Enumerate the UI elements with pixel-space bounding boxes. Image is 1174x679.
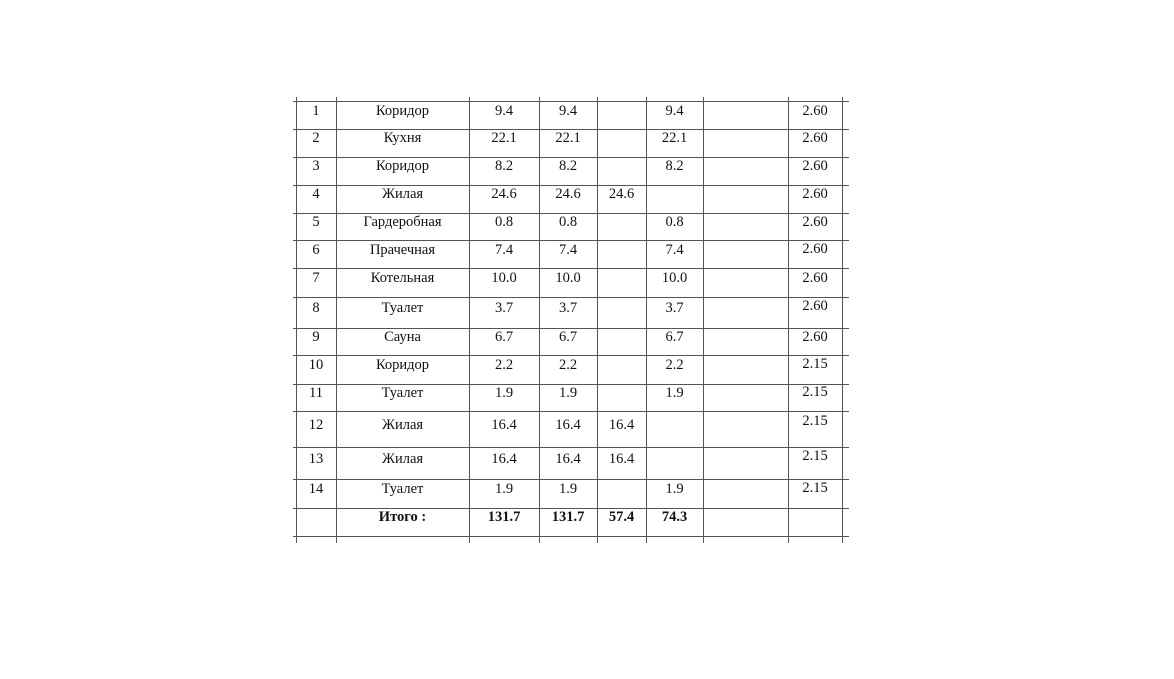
cell-area-total: 24.6 bbox=[491, 186, 517, 202]
table-column-border bbox=[842, 97, 843, 543]
cell-area-auxiliary: 0.8 bbox=[665, 214, 684, 230]
cell-area-living: 16.4 bbox=[608, 451, 635, 467]
cell-room-name: Жилая bbox=[381, 186, 424, 202]
cell-area-auxiliary: 3.7 bbox=[665, 300, 684, 316]
cell-area-total: 16.4 bbox=[491, 451, 517, 467]
cell-number: 12 bbox=[308, 417, 324, 433]
cell-room-name: Туалет bbox=[381, 300, 424, 316]
cell-room-name: Жилая bbox=[381, 451, 424, 467]
cell-height: 2.60 bbox=[802, 186, 828, 202]
cell-area-general: 7.4 bbox=[558, 242, 578, 258]
cell-area-total: 6.7 bbox=[494, 329, 514, 345]
cell-area-general: 16.4 bbox=[555, 417, 581, 433]
cell-number: 5 bbox=[312, 214, 320, 230]
cell-area-auxiliary: 22.1 bbox=[661, 130, 688, 146]
cell-area-general: 0.8 bbox=[558, 214, 578, 230]
cell-height: 2.60 bbox=[802, 329, 828, 345]
cell-area-living: 24.6 bbox=[608, 186, 635, 202]
cell-area-general: 1.9 bbox=[558, 481, 578, 497]
cell-area-total: 1.9 bbox=[494, 481, 514, 497]
cell-area-total: 10.0 bbox=[491, 270, 517, 286]
cell-room-name: Жилая bbox=[381, 417, 424, 433]
cell-height: 2.15 bbox=[802, 448, 828, 464]
cell-height: 2.60 bbox=[802, 158, 828, 174]
cell-area-total: 0.8 bbox=[494, 214, 514, 230]
cell-height: 2.60 bbox=[802, 270, 828, 286]
cell-area-auxiliary: 1.9 bbox=[665, 481, 684, 497]
table-row-border bbox=[293, 536, 849, 537]
cell-area-total: 2.2 bbox=[494, 357, 514, 373]
cell-room-name: Коридор bbox=[375, 158, 430, 174]
cell-number: 7 bbox=[312, 270, 320, 286]
cell-room-name: Туалет bbox=[381, 385, 424, 401]
cell-area-general: 9.4 bbox=[558, 103, 578, 119]
cell-height: 2.15 bbox=[802, 480, 828, 496]
cell-room-name: Гардеробная bbox=[363, 214, 442, 230]
cell-area-total: 22.1 bbox=[491, 130, 517, 146]
cell-height: 2.60 bbox=[802, 241, 828, 257]
cell-area-general: 6.7 bbox=[558, 329, 578, 345]
cell-area-auxiliary: 9.4 bbox=[665, 103, 684, 119]
table-column-border bbox=[597, 97, 598, 543]
cell-area-auxiliary: 1.9 bbox=[665, 385, 684, 401]
cell-height: 2.60 bbox=[802, 298, 828, 314]
total-cell-area-living: 57.4 bbox=[608, 509, 635, 525]
table-column-border bbox=[703, 97, 704, 543]
cell-area-living: 16.4 bbox=[608, 417, 635, 433]
cell-room-name: Котельная bbox=[370, 270, 435, 286]
cell-number: 6 bbox=[312, 242, 320, 258]
total-cell-room-name: Итого : bbox=[378, 509, 427, 525]
cell-number: 14 bbox=[308, 481, 324, 497]
cell-room-name: Сауна bbox=[384, 329, 421, 345]
cell-number: 9 bbox=[312, 329, 320, 345]
cell-area-general: 24.6 bbox=[555, 186, 581, 202]
cell-number: 2 bbox=[312, 130, 320, 146]
cell-room-name: Коридор bbox=[375, 357, 430, 373]
cell-area-auxiliary: 2.2 bbox=[665, 357, 684, 373]
cell-room-name: Кухня bbox=[383, 130, 422, 146]
cell-number: 10 bbox=[308, 357, 324, 373]
cell-height: 2.15 bbox=[802, 384, 828, 400]
cell-height: 2.60 bbox=[802, 214, 828, 230]
table-row-border bbox=[293, 411, 849, 412]
cell-area-total: 7.4 bbox=[494, 242, 514, 258]
cell-area-general: 1.9 bbox=[558, 385, 578, 401]
cell-area-general: 22.1 bbox=[555, 130, 581, 146]
cell-number: 3 bbox=[312, 158, 320, 174]
cell-number: 8 bbox=[312, 300, 320, 316]
total-cell-area-auxiliary: 74.3 bbox=[661, 509, 688, 525]
cell-area-auxiliary: 8.2 bbox=[665, 158, 684, 174]
cell-number: 11 bbox=[309, 385, 323, 401]
cell-area-general: 3.7 bbox=[558, 300, 578, 316]
cell-number: 1 bbox=[312, 103, 320, 119]
cell-room-name: Туалет bbox=[381, 481, 424, 497]
cell-area-general: 16.4 bbox=[555, 451, 581, 467]
total-cell-area-general: 131.7 bbox=[551, 509, 585, 525]
cell-area-total: 16.4 bbox=[491, 417, 517, 433]
cell-number: 13 bbox=[308, 451, 324, 467]
cell-area-total: 3.7 bbox=[494, 300, 514, 316]
cell-number: 4 bbox=[312, 186, 320, 202]
cell-height: 2.60 bbox=[802, 130, 828, 146]
cell-room-name: Прачечная bbox=[369, 242, 436, 258]
cell-area-auxiliary: 7.4 bbox=[665, 242, 684, 258]
cell-height: 2.15 bbox=[802, 413, 828, 429]
total-cell-area-total: 131.7 bbox=[487, 509, 521, 525]
cell-room-name: Коридор bbox=[375, 103, 430, 119]
cell-area-total: 9.4 bbox=[494, 103, 514, 119]
cell-height: 2.15 bbox=[802, 356, 828, 372]
cell-area-general: 8.2 bbox=[558, 158, 578, 174]
cell-height: 2.60 bbox=[802, 103, 828, 119]
cell-area-total: 1.9 bbox=[494, 385, 514, 401]
cell-area-general: 2.2 bbox=[558, 357, 578, 373]
cell-area-general: 10.0 bbox=[555, 270, 581, 286]
cell-area-auxiliary: 6.7 bbox=[665, 329, 684, 345]
cell-area-auxiliary: 10.0 bbox=[661, 270, 688, 286]
cell-area-total: 8.2 bbox=[494, 158, 514, 174]
table-row-border bbox=[293, 447, 849, 448]
